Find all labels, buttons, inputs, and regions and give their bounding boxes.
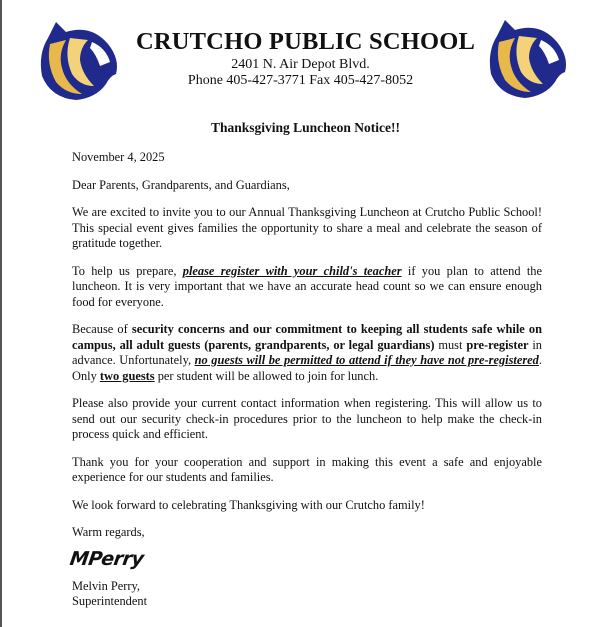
closing: Warm regards,: [72, 525, 145, 539]
emphasis: security concerns and our commitment to keeping all students safe while on campus, all adult guests (parents, grandparents, or legal guardians): [72, 322, 543, 352]
school-phone-fax: Phone 405-427-3771 Fax 405-427-8052: [187, 73, 414, 88]
school-address: 2401 N. Air Depot Blvd.: [231, 57, 370, 72]
signature: MPerry: [68, 547, 145, 570]
text: must: [434, 337, 467, 352]
signer-title: Superintendent: [72, 594, 148, 608]
text: . Only: [72, 353, 542, 383]
text: in advance. Unfortunately,: [72, 337, 542, 367]
letter-body: [68, 150, 543, 610]
paragraph-invitation: We are excited to invite you to our Annual Thanksgiving Luncheon at Crutcho Public School! This special event gives families the opportunity to share a meal and celebrate the season of gratitude together.: [72, 205, 542, 250]
letter-date: November 4, 2025: [72, 150, 165, 164]
page-edge: [0, 0, 2, 627]
emphasis: no guests will be permitted to attend if they have not pre-registered: [194, 353, 539, 367]
notice-title: Thanksgiving Luncheon Notice!!: [210, 120, 401, 135]
text: To help us prepare,: [72, 263, 183, 278]
signer-name: Melvin Perry,: [72, 578, 141, 593]
letterhead: [0, 27, 611, 89]
salutation: Dear Parents, Grandparents, and Guardians,: [72, 177, 290, 192]
paragraph-contact: Please also provide your current contact information when registering. This will allow us to send out our security check-in procedures prior to the luncheon to help make the check-in process quick and efficient.: [72, 396, 542, 441]
emphasis: pre-register: [466, 337, 529, 352]
emphasis: two guests: [99, 368, 155, 383]
paragraph-thanks: Thank you for your cooperation and support in making this event a safe and enjoyable experience for our students and families.: [72, 454, 542, 484]
paragraph-register: [72, 264, 542, 311]
school-name: CRUTCHO PUBLIC SCHOOL: [135, 28, 476, 55]
paragraph-closing-line: We look forward to celebrating Thanksgiving with our Crutcho family!: [72, 497, 425, 512]
text: per student will be allowed to join for lunch.: [154, 368, 379, 383]
text: Because of: [72, 322, 132, 336]
emphasis: please register with your child's teacher: [182, 263, 402, 278]
paragraph-security: [72, 322, 542, 384]
text: if you plan to attend the luncheon. It is very important that we have an accurate head count so we can ensure enough food for everyone.: [72, 263, 542, 309]
